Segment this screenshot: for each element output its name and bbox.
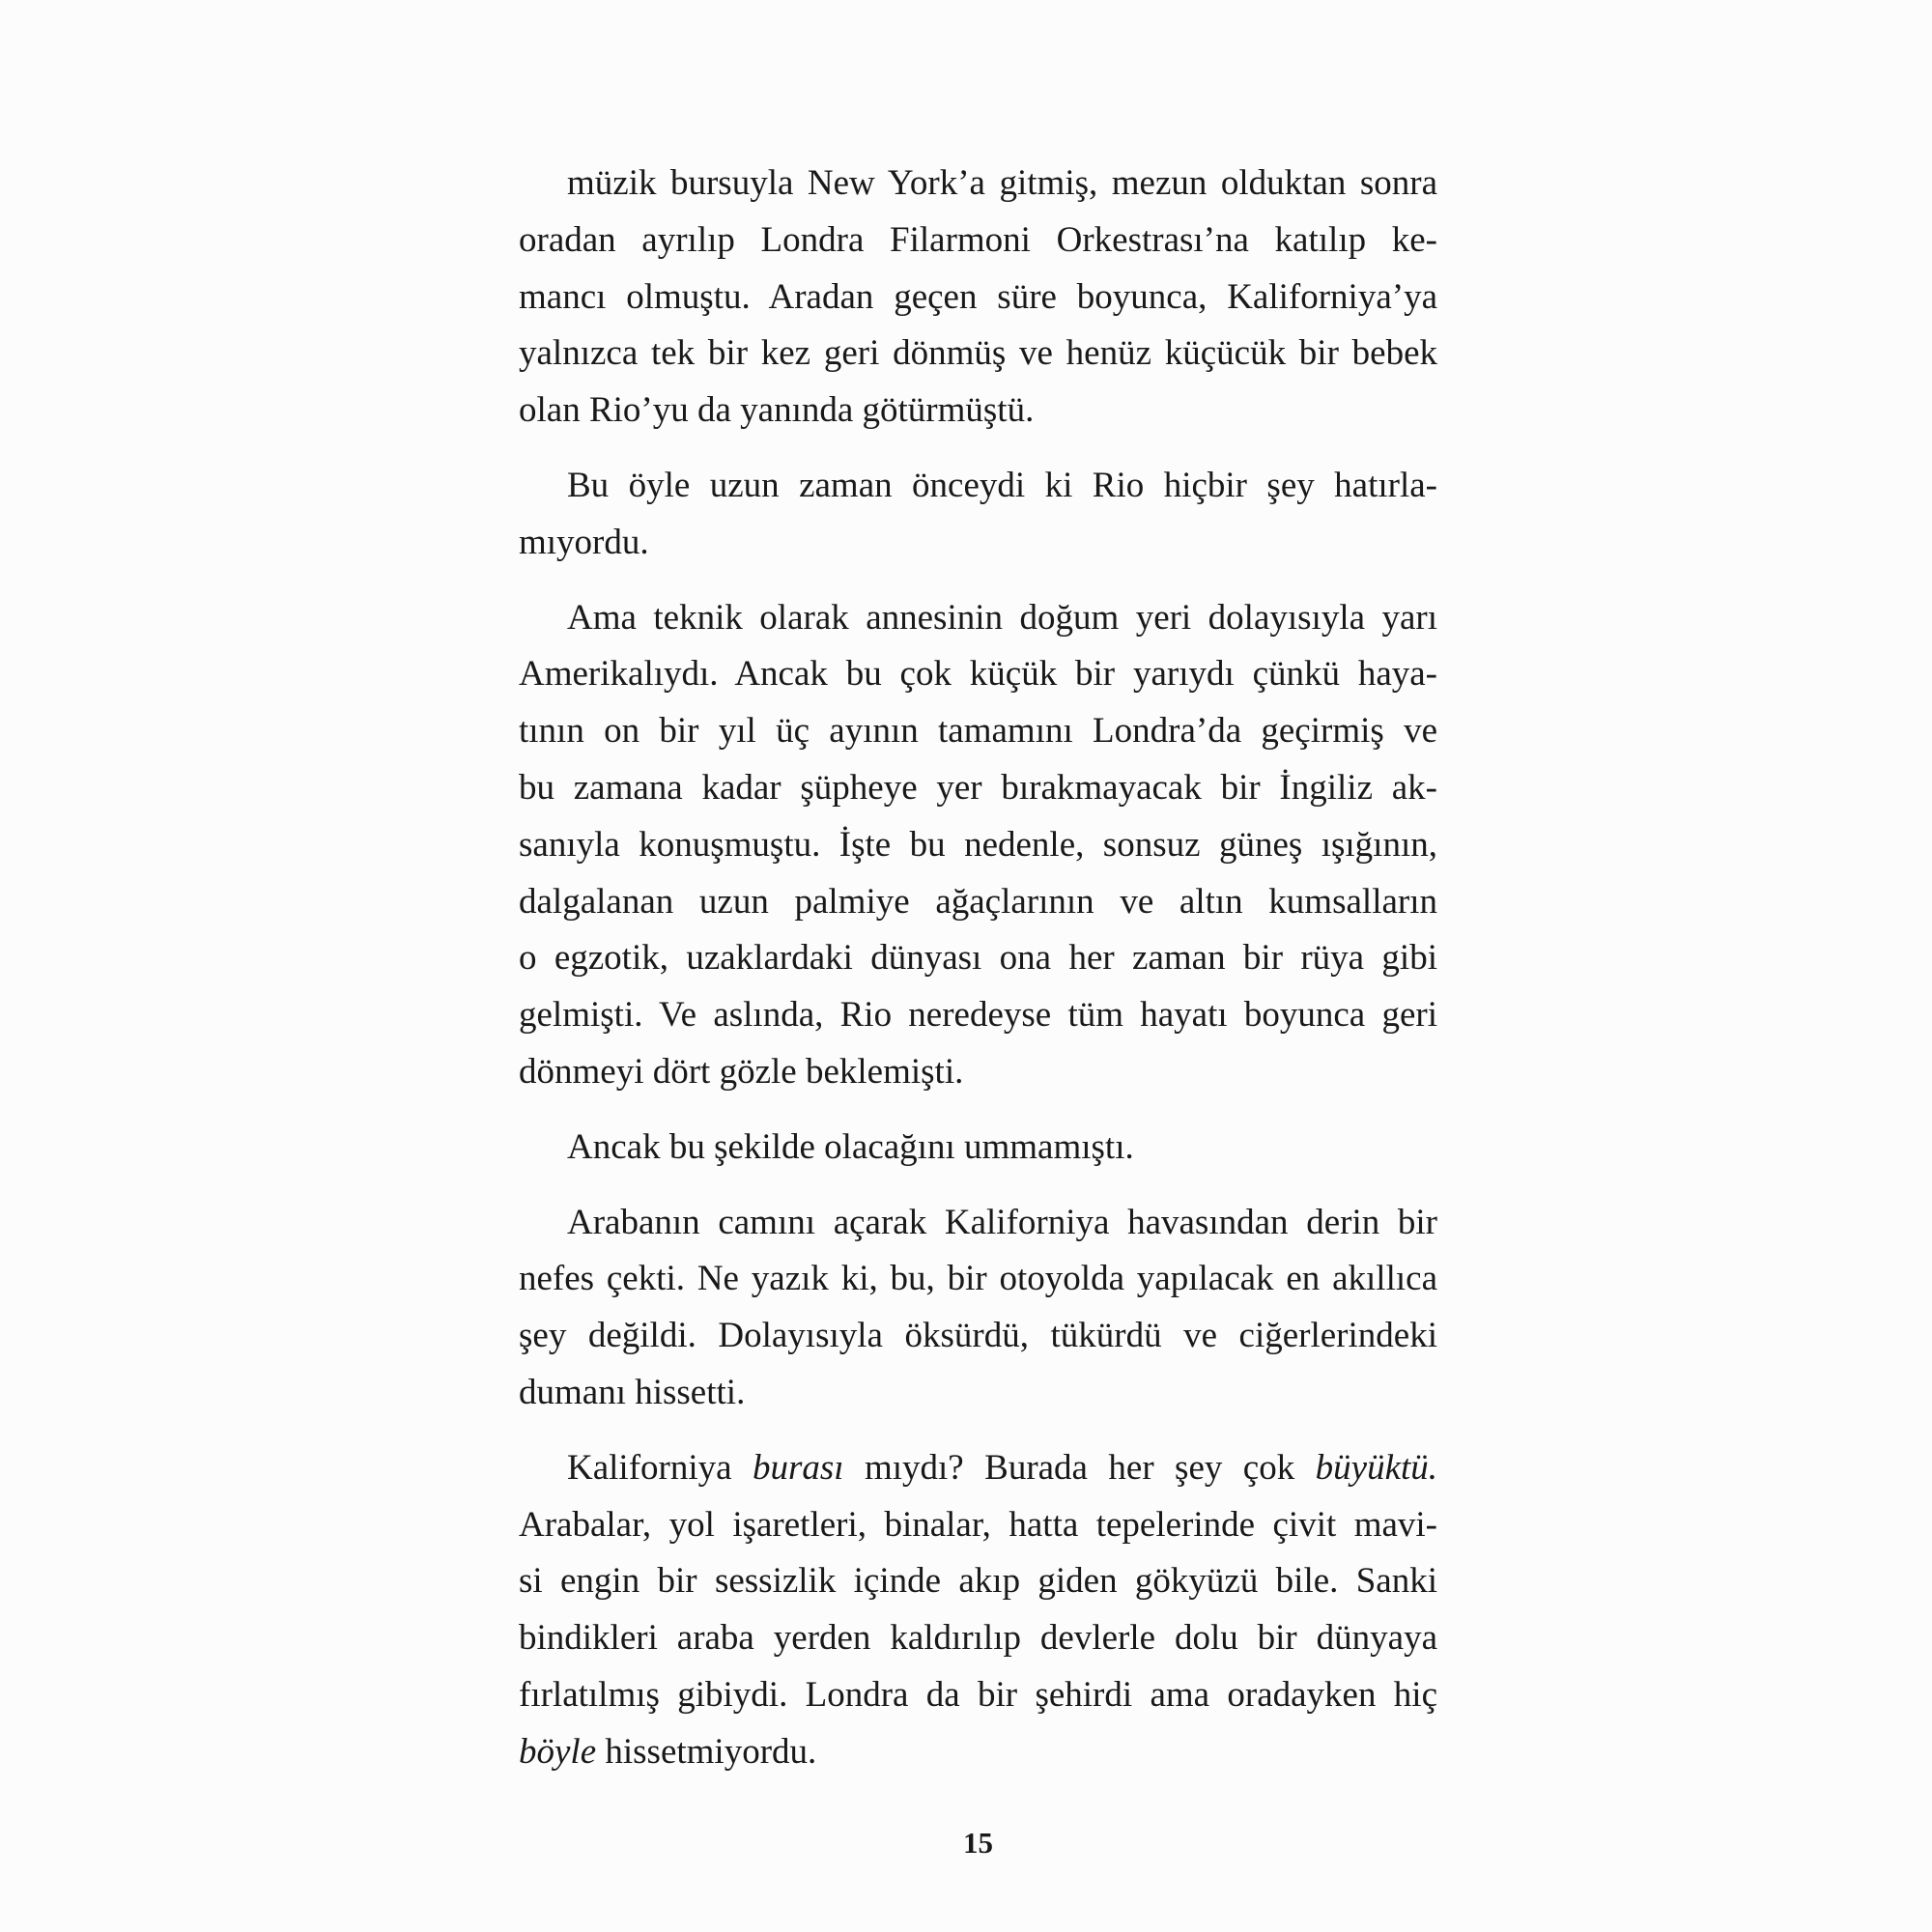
paragraph (519, 1120, 1437, 1177)
text-line: Arabanın camını açarak Kaliforniya havasından derin bir (567, 1202, 1437, 1242)
text-line: mıyordu. (519, 522, 649, 562)
text-line: bindikleri araba yerden kaldırılıp devlerle dolu bir dünyaya (519, 1618, 1437, 1659)
paragraph (519, 458, 1437, 572)
text-line: Ama teknik olarak annesinin doğum yeri dolayısıyla yarı (567, 597, 1437, 638)
paragraph (519, 590, 1437, 1101)
text-line: sanıyla konuşmuştu. İşte bu nedenle, sonsuz güneş ışığının, (519, 824, 1437, 865)
text-line: dumanı hissetti. (519, 1372, 746, 1412)
text-line: mancı olmuştu. Aradan geçen süre boyunca, Kaliforniya’ya (519, 276, 1437, 317)
text-line: böyle hissetmiyordu. (519, 1731, 817, 1772)
text-line: müzik bursuyla New York’a gitmiş, mezun olduktan sonra (567, 163, 1437, 203)
text-line: Ancak bu şekilde olacağını ummamıştı. (567, 1126, 1134, 1167)
text-line: Kaliforniya burası mıydı? Burada her şey çok büyüktü. (567, 1447, 1438, 1488)
text-line: dalgalanan uzun palmiye ağaçlarının ve altın kumsalların (519, 881, 1437, 922)
text-line: si engin bir sessizlik içinde akıp giden gökyüzü bile. Sanki (519, 1561, 1437, 1602)
text-line: dönmeyi dört gözle beklemişti. (519, 1051, 964, 1092)
text-line: tının on bir yıl üç ayının tamamını Londra’da geçirmiş ve (519, 711, 1437, 752)
paragraph (519, 156, 1437, 440)
text-line: Bu öyle uzun zaman önceydi ki Rio hiçbir şey hatırla- (567, 465, 1437, 505)
text-line: Arabalar, yol işaretleri, binalar, hatta tepelerinde çivit mavi- (519, 1504, 1437, 1545)
text-line: nefes çekti. Ne yazık ki, bu, bir otoyolda yapılacak en akıllıca (519, 1259, 1437, 1299)
text-line: oradan ayrılıp Londra Filarmoni Orkestrası’na katılıp ke- (519, 219, 1437, 260)
paragraph (519, 1440, 1437, 1781)
italic-text: büyüktü. (1315, 1447, 1438, 1488)
italic-text: burası (752, 1447, 844, 1488)
text-line: bu zamana kadar şüpheye yer bırakmayacak bir İngiliz ak- (519, 767, 1437, 808)
text-line: şey değildi. Dolayısıyla öksürdü, tükürdü ve ciğerlerindeki (519, 1316, 1437, 1356)
text-line: olan Rio’yu da yanında götürmüştü. (519, 390, 1035, 431)
text-line: o egzotik, uzaklardaki dünyası ona her zaman bir rüya gibi (519, 938, 1437, 979)
text-line: yalnızca tek bir kez geri dönmüş ve henüz küçücük bir bebek (519, 333, 1437, 374)
text-line: fırlatılmış gibiydi. Londra da bir şehirdi ama oradayken hiç (519, 1674, 1437, 1715)
text-line: gelmişti. Ve aslında, Rio neredeyse tüm hayatı boyunca geri (519, 995, 1437, 1036)
paragraph (519, 1195, 1437, 1422)
italic-text: böyle (519, 1731, 597, 1772)
page-number: 15 (963, 1826, 993, 1860)
page-text-block (519, 156, 1437, 1781)
text-line: Amerikalıydı. Ancak bu çok küçük bir yarıydı çünkü haya- (519, 654, 1437, 695)
